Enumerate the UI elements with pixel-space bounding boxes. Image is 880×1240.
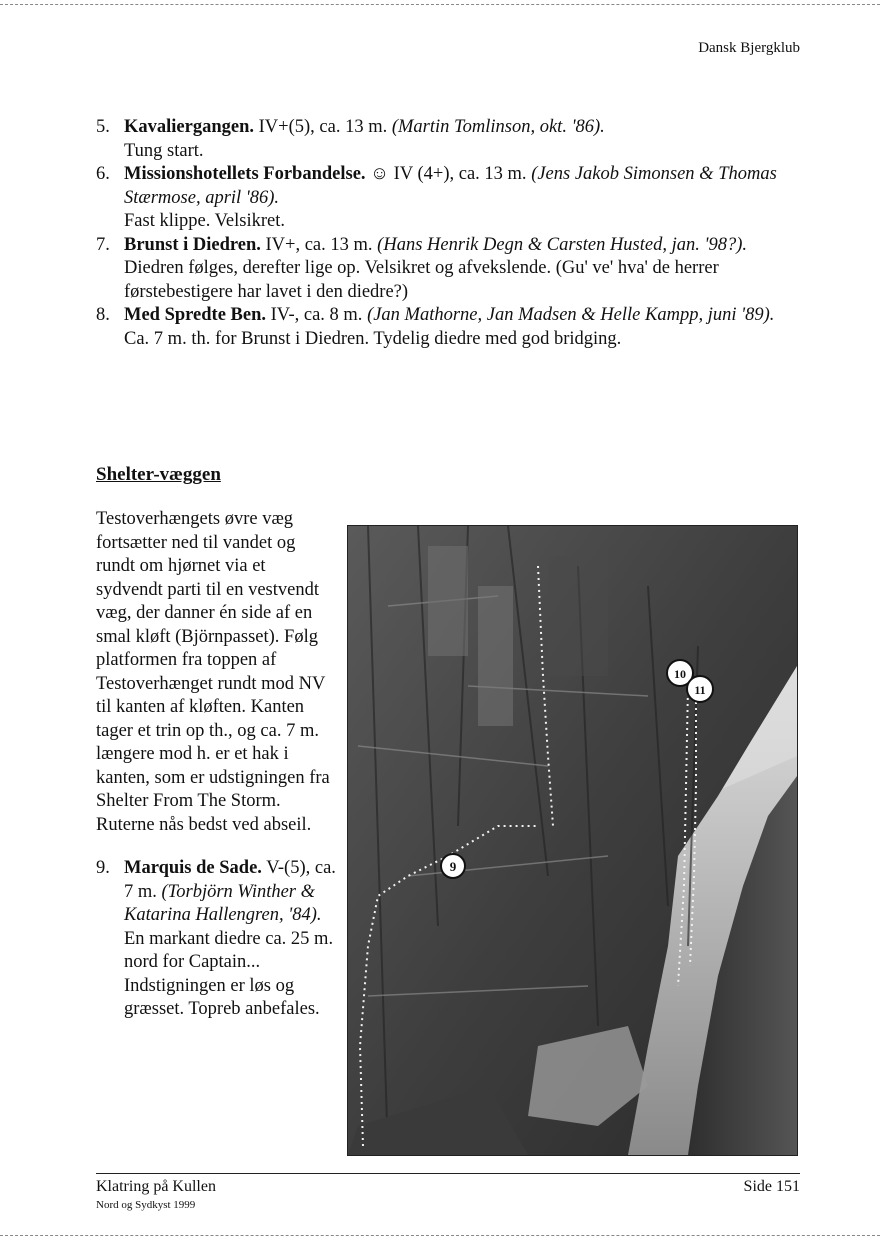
section-body xyxy=(96,508,336,1022)
route-marker-9 xyxy=(441,854,465,878)
route-grade: IV+(5), ca. 13 m. xyxy=(254,117,392,137)
route-grade: IV+, ca. 13 m. xyxy=(260,234,378,255)
route-item-9 xyxy=(96,857,336,1022)
cliff-photo-illustration xyxy=(348,526,797,1155)
route-name: Brunst i Diedren. xyxy=(124,234,261,255)
route-grade: IV-, ca. 8 m. xyxy=(266,305,368,325)
route-item-5 xyxy=(96,116,796,163)
route-item-6 xyxy=(96,163,796,234)
route-number: 9. xyxy=(96,858,110,878)
route-credit: (Hans Henrik Degn & Carsten Husted, jan. '98?). xyxy=(377,234,747,255)
route-number: 5. xyxy=(96,117,110,137)
section-title: Shelter-væggen xyxy=(96,464,221,485)
route-list xyxy=(96,116,796,351)
section-intro: Testoverhængets øvre væg fortsætter ned til vandet og rundt om hjørnet via et sydvendt parti til en vestvendt væg, der danner én side af en smal kløft (Björnpasset). Følg platformen fra toppen af Testoverhænget rundt mod NV til kanten af kløften. Kanten tager et trin op th., og ca. 7 m. længere mod h. er et hak i kanten, som er udstigningen fra Shelter From The Storm. Ruterne nås bedst ved abseil. xyxy=(96,509,330,835)
top-scan-edge xyxy=(0,4,880,5)
route-name: Med Spredte Ben. xyxy=(124,305,267,325)
route-credit: (Jens Jakob Simonsen & Thomas Stærmose, april '86). xyxy=(124,164,777,208)
route-name: Missionshotellets Forbandelse. xyxy=(124,164,366,184)
footer-subtitle: Nord og Sydkyst 1999 xyxy=(96,1199,196,1211)
footer-book-title: Klatring på Kullen xyxy=(96,1178,216,1195)
route-credit: (Torbjörn Winther & Katarina Hallengren, '84). xyxy=(124,881,322,925)
route-marker-label: 11 xyxy=(694,683,706,697)
route-number: 8. xyxy=(96,305,110,325)
route-credit: (Jan Mathorne, Jan Madsen & Helle Kampp, juni '89). xyxy=(367,305,775,325)
route-name: Marquis de Sade. xyxy=(124,858,262,878)
footer-divider xyxy=(96,1173,800,1174)
running-header: Dansk Bjergklub xyxy=(698,40,800,56)
route-marker-label: 10 xyxy=(674,667,686,681)
route-number: 6. xyxy=(96,164,110,184)
route-item-8 xyxy=(96,304,796,351)
route-description: Tung start. xyxy=(124,140,204,161)
route-description: Fast klippe. Velsikret. xyxy=(124,211,286,231)
route-description: Ca. 7 m. th. for Brunst i Diedren. Tydelig diedre med god bridging. xyxy=(124,328,622,349)
route-description: En markant diedre ca. 25 m. nord for Captain... Indstigningen er løs og græsset. Topreb anbefales. xyxy=(124,928,334,1019)
route-grade: V-(5), ca. 7 m. xyxy=(124,858,336,902)
route-item-7 xyxy=(96,234,796,305)
route-marker-label: 9 xyxy=(449,859,457,874)
cliff-photo xyxy=(347,525,798,1156)
route-grade: ☺ IV (4+), ca. 13 m. xyxy=(365,164,532,184)
route-marker-11 xyxy=(687,676,713,702)
bottom-scan-edge xyxy=(0,1235,880,1236)
route-credit: (Martin Tomlinson, okt. '86). xyxy=(391,117,605,137)
route-number: 7. xyxy=(96,234,110,255)
route-name: Kavaliergangen. xyxy=(124,117,255,137)
route-description: Diedren følges, derefter lige op. Velsikret og afvekslende. (Gu' ve' hva' de herrer førstebestigere har lavet i den diedre?) xyxy=(124,258,719,302)
page-number: Side 151 xyxy=(743,1178,800,1195)
